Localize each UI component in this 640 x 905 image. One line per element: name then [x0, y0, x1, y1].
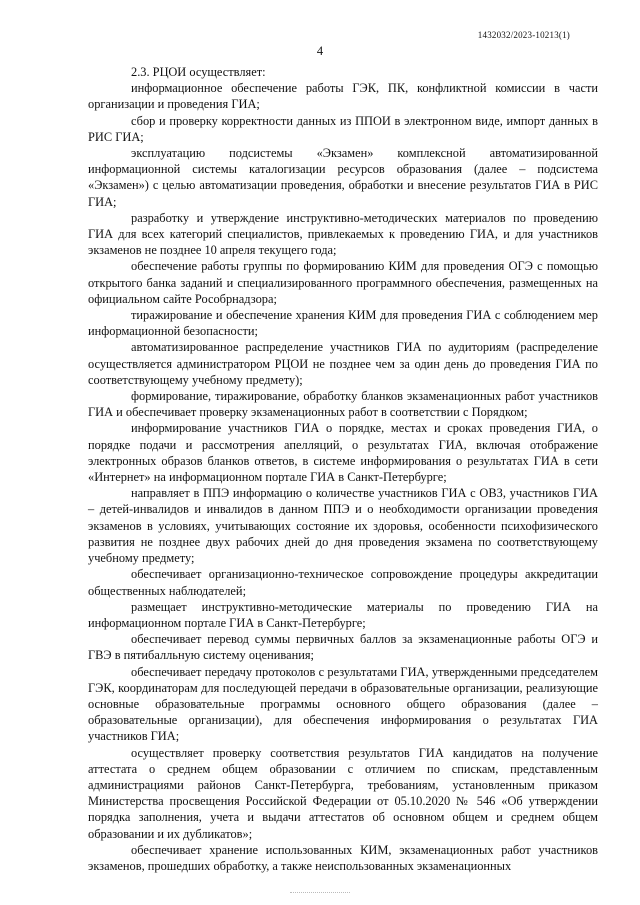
paragraph: обеспечение работы группы по формированию КИМ для проведения ОГЭ с помощью открытого банка заданий и специализированного программного обеспечения, размещенных на официальном сайте Рособрнадзора;: [88, 259, 598, 306]
paragraph: автоматизированное распределение участников ГИА по аудиториям (распределение осуществляется администратором РЦОИ не позднее чем за один день до проведения ГИА по соответствующему учебному предмету);: [88, 340, 598, 387]
paragraph: формирование, тиражирование, обработку бланков экзаменационных работ участников ГИА и обеспечивает проверку экзаменационных работ в соответствии с Порядком;: [88, 389, 598, 420]
paragraph: осуществляет проверку соответствия результатов ГИА кандидатов на получение аттестата о среднем общем образовании с отличием по спискам, представленным администрациями районов Санкт-Петербурга, требованиям, установленным приказом Министерства просвещения Российской Федерации от 05.10.2020 № 546 «Об утверждении порядка заполнения, учета и выдачи аттестатов об основном общем и среднем общем образовании и их дубликатов»;: [88, 745, 598, 841]
paragraph: обеспечивает передачу протоколов с результатами ГИА, утвержденными председателем ГЭК, координаторам для последующей передачи в образовательные организации, реализующие основные образовательные программы основного общего образования (далее – образовательные организации), для обеспечения информирования о результатах ГИА участников ГИА;: [88, 664, 598, 744]
paragraph: обеспечивает организационно-техническое сопровождение процедуры аккредитации общественных наблюдателей;: [88, 567, 598, 598]
paragraph: информирование участников ГИА о порядке, местах и сроках проведения ГИА, о порядке подачи и рассмотрения апелляций, о результатах ГИА, включая отображение электронных образов бланков ответов, в системе информирования о результатах ГИА в сети «Интернет» на информационном портале ГИА в Санкт-Петербурге;: [88, 421, 598, 485]
paragraph: обеспечивает хранение использованных КИМ, экзаменационных работ участников экзаменов, прошедших обработку, а также неиспользованных экзаменационных: [88, 842, 598, 873]
paragraph: сбор и проверку корректности данных из ППОИ в электронном виде, импорт данных в РИС ГИА;: [88, 113, 598, 144]
paragraph: разработку и утверждение инструктивно-методических материалов по проведению ГИА для всех категорий специалистов, привлекаемых к проведению ГИА, и для участников экзаменов не позднее 10 апреля текущего года;: [88, 210, 598, 258]
paragraph: обеспечивает перевод суммы первичных баллов за экзаменационные работы ОГЭ и ГВЭ в пятибалльную систему оценивания;: [88, 632, 598, 663]
document-body: [88, 64, 598, 874]
document-registration-number: 1432032/2023-10213(1): [477, 30, 570, 40]
paragraph: информационное обеспечение работы ГЭК, ПК, конфликтной комиссии в части организации и проведения ГИА;: [88, 81, 598, 112]
page-number: 4: [316, 44, 324, 58]
scan-artifact-line: [290, 892, 350, 895]
paragraph: размещает инструктивно-методические материалы по проведению ГИА на информационном портале ГИА в Санкт-Петербурге;: [88, 599, 598, 630]
paragraph: направляет в ППЭ информацию о количестве участников ГИА с ОВЗ, участников ГИА – детей-инвалидов и инвалидов в данном ППЭ и о необходимости организации проведения экзаменов в условиях, учитывающих состояние их здоровья, особенности психофизического развития не позднее двух рабочих дней до дня проведения экзамена по соответствующему учебному предмету;: [88, 486, 598, 566]
paragraph: тиражирование и обеспечение хранения КИМ для проведения ГИА с соблюдением мер информационной безопасности;: [88, 308, 598, 339]
paragraph: эксплуатацию подсистемы «Экзамен» комплексной автоматизированной информационной системы каталогизации ресурсов образования (далее – подсистема «Экзамен») с целью автоматизации проведения, обработки и внесение результатов ГИА в РИС ГИА;: [88, 146, 598, 209]
section-heading: 2.3. РЦОИ осуществляет:: [131, 65, 266, 79]
